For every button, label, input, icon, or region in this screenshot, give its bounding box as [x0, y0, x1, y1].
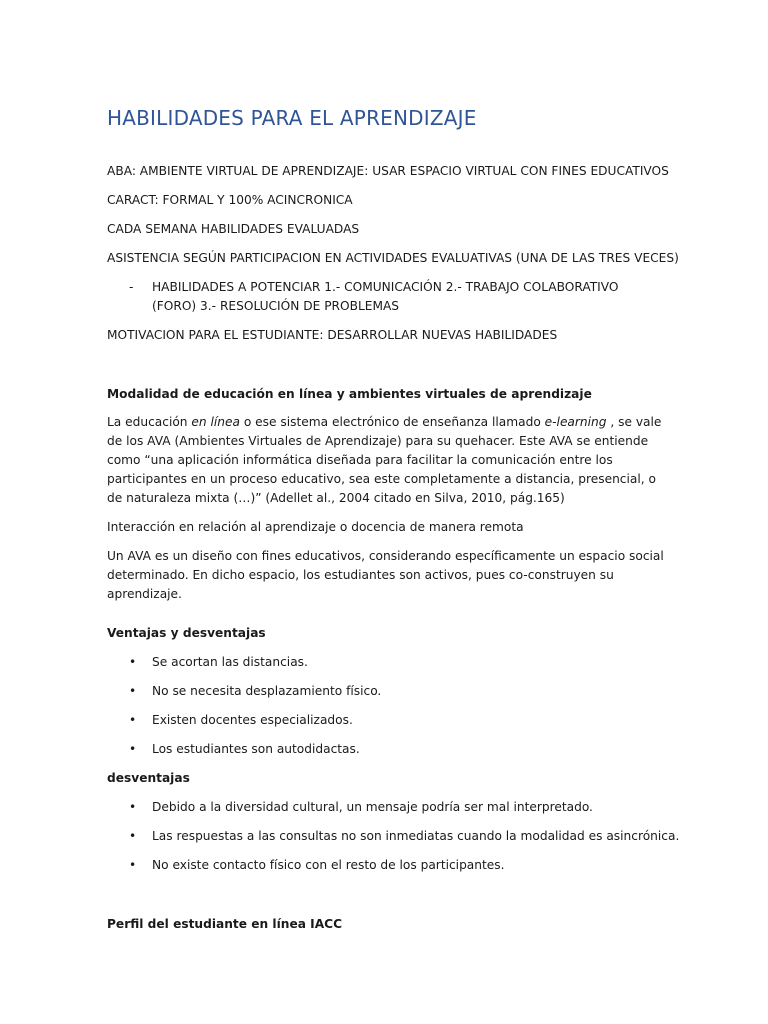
list-item-text: Las respuestas a las consultas no son inmediatas cuando la modalidad es asincrónica. [152, 829, 680, 843]
text-run: o ese sistema electrónico de enseñanza llamado [239, 415, 545, 429]
section-heading-modalidad: Modalidad de educación en línea y ambientes virtuales de aprendizaje [107, 387, 592, 401]
dash-list-item [129, 278, 649, 316]
line-semana: CADA SEMANA HABILIDADES EVALUADAS [107, 222, 360, 236]
list-item-text: No existe contacto físico con el resto de los participantes. [152, 858, 505, 872]
list-item-text: No se necesita desplazamiento físico. [152, 684, 382, 698]
bullet-icon: • [129, 858, 137, 872]
paragraph-educacion-en-linea [107, 413, 667, 508]
list-item [129, 740, 360, 759]
line-habilidades: HABILIDADES A POTENCIAR 1.- COMUNICACIÓN 2.- TRABAJO COLABORATIVO (FORO) 3.- RESOLUCIÓN DE PROBLEMAS [152, 280, 619, 313]
list-item-text: Se acortan las distancias. [152, 655, 308, 669]
list-item-text: Debido a la diversidad cultural, un mensaje podría ser mal interpretado. [152, 800, 593, 814]
paragraph-ava-diseno: Un AVA es un diseño con fines educativos, considerando específicamente un espacio social determinado. En dicho espacio, los estudiantes son activos, pues co-construyen su aprendizaje. [107, 549, 664, 601]
text-run: La educación [107, 415, 192, 429]
list-item [129, 711, 353, 730]
text-run: , se vale de los AVA (Ambientes Virtuales de Aprendizaje) para su quehacer. Este AVA se entiende como “una aplicación informática diseñada para facilitar la comunicación entre los participantes en un proceso educativo, sea este completamente a distancia, presencial, o de naturaleza mixta (…)” (Adellet al., 2004 citado en Silva, 2010, pág.165) [107, 415, 662, 505]
line-motivacion: MOTIVACION PARA EL ESTUDIANTE: DESARROLLAR NUEVAS HABILIDADES [107, 328, 558, 342]
section-heading-ventajas: Ventajas y desventajas [107, 626, 266, 640]
bullet-icon: • [129, 684, 137, 698]
bullet-icon: • [129, 655, 137, 669]
italic-run: e-learning [544, 415, 607, 429]
list-item-text: Los estudiantes son autodidactas. [152, 742, 360, 756]
bullet-icon: • [129, 829, 137, 843]
list-item [129, 827, 679, 846]
list-item [129, 856, 505, 875]
section-heading-desventajas: desventajas [107, 771, 190, 785]
list-item [129, 798, 593, 817]
section-heading-perfil: Perfil del estudiante en línea IACC [107, 917, 343, 931]
line-caract: CARACT: FORMAL Y 100% ACINCRONICA [107, 193, 353, 207]
line-asistencia: ASISTENCIA SEGÚN PARTICIPACION EN ACTIVIDADES EVALUATIVAS (UNA DE LAS TRES VECES) [107, 251, 679, 265]
list-item [129, 682, 381, 701]
line-aba: ABA: AMBIENTE VIRTUAL DE APRENDIZAJE: USAR ESPACIO VIRTUAL CON FINES EDUCATIVOS [107, 164, 669, 178]
list-item [129, 653, 308, 672]
bullet-icon: • [129, 800, 137, 814]
paragraph-interaccion: Interacción en relación al aprendizaje o docencia de manera remota [107, 520, 524, 534]
italic-run: en línea [191, 415, 240, 429]
dash-marker: - [129, 280, 134, 294]
bullet-icon: • [129, 713, 137, 727]
list-item-text: Existen docentes especializados. [152, 713, 353, 727]
bullet-icon: • [129, 742, 137, 756]
page-title: HABILIDADES PARA EL APRENDIZAJE [107, 106, 477, 130]
